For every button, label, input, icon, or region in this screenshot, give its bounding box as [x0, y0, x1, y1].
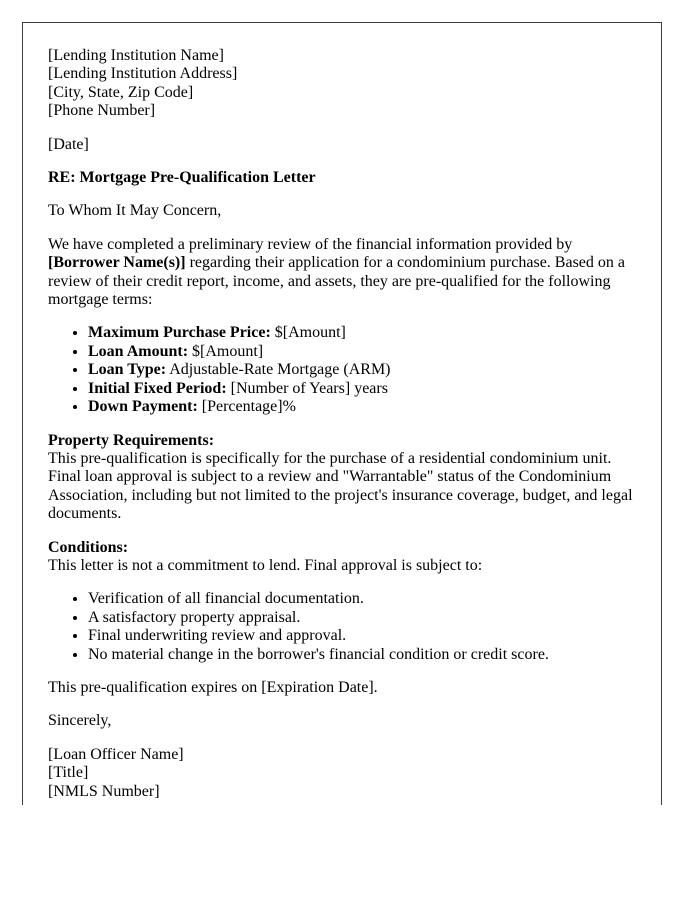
borrower-name-placeholder: [Borrower Name(s)] [48, 254, 186, 272]
term-label: Maximum Purchase Price: [88, 324, 271, 342]
conditions-body: This letter is not a commitment to lend. Final approval is subject to: [48, 556, 483, 574]
signature-block [48, 746, 636, 801]
term-value: [Percentage]% [197, 398, 296, 416]
letter-page [22, 22, 662, 805]
term-value: $[Amount] [188, 342, 264, 360]
condition-item: • No material change in the borrower's financial condition or credit score. [88, 646, 636, 664]
conditions-section [48, 539, 636, 576]
intro-paragraph [48, 236, 636, 310]
condition-item: • Final underwriting review and approval. [88, 627, 636, 645]
property-requirements-heading: Property Requirements: [48, 431, 215, 449]
signature-title: [Title] [48, 764, 89, 782]
term-value: [Number of Years] years [226, 379, 388, 397]
date-line: [Date] [48, 135, 89, 153]
term-label: Loan Amount: [88, 342, 189, 360]
salutation: To Whom It May Concern, [48, 202, 222, 220]
signature-nmls-number: [NMLS Number] [48, 782, 160, 800]
term-value: Adjustable-Rate Mortgage (ARM) [166, 361, 391, 379]
intro-text-end: regarding their application for a condominium purchase. Based on a review of their credit report, income, and assets, they are pre-qualified for the following mortgage terms: [48, 254, 625, 309]
property-requirements-body: This pre-qualification is specifically for the purchase of a residential condominium unit. Final loan approval is subject to a review and "Warrantable" status of the Condominium Association, including but not limited to the project's insurance coverage, budget, and legal documents. [48, 449, 633, 523]
sender-phone-line: [Phone Number] [48, 102, 156, 120]
conditions-list [48, 590, 636, 664]
term-item-initial-fixed-period [88, 380, 636, 398]
sender-address-block [48, 47, 636, 121]
term-value: $[Amount] [270, 324, 346, 342]
closing: Sincerely, [48, 712, 112, 730]
mortgage-terms-list [48, 324, 636, 416]
term-label: Loan Type: [88, 361, 167, 379]
sender-city-line: [City, State, Zip Code] [48, 83, 194, 101]
term-label: Down Payment: [88, 398, 198, 416]
property-requirements-section [48, 432, 636, 524]
intro-text-start: We have completed a preliminary review of the financial information provided by [48, 235, 573, 253]
sender-name-line: [Lending Institution Name] [48, 47, 224, 64]
term-label: Initial Fixed Period: [88, 379, 227, 397]
term-item-max-purchase-price [88, 324, 636, 342]
condition-item: • A satisfactory property appraisal. [88, 609, 636, 627]
conditions-heading: Conditions: [48, 538, 129, 556]
sender-address-line: [Lending Institution Address] [48, 65, 238, 83]
signature-officer-name: [Loan Officer Name] [48, 745, 184, 763]
condition-item: • Verification of all financial documentation. [88, 590, 636, 608]
subject-line: RE: Mortgage Pre-Qualification Letter [48, 169, 316, 187]
term-item-down-payment [88, 398, 636, 416]
expiration-line: This pre-qualification expires on [Expiration Date]. [48, 678, 378, 696]
term-item-loan-amount [88, 343, 636, 361]
term-item-loan-type [88, 361, 636, 379]
